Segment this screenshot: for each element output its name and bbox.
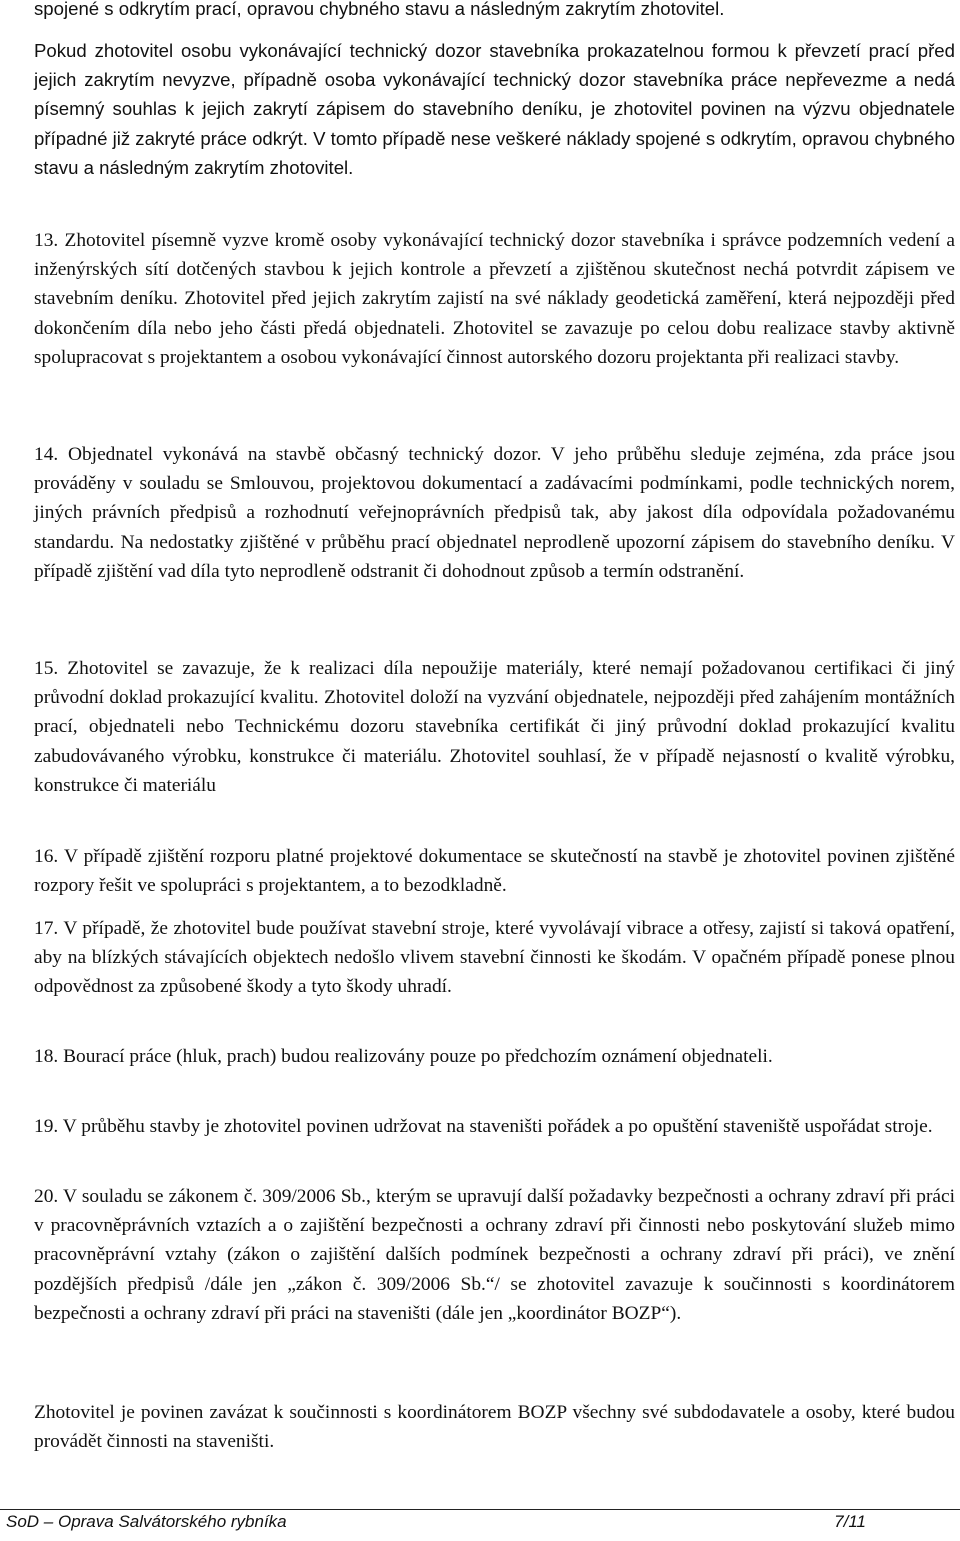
list-item-number: 14. — [34, 444, 59, 465]
list-item-number: 16. — [34, 846, 59, 867]
list-item-text: Zhotovitel písemně vyzve kromě osoby vykonávající technický dozor stavebníka i správce podzemních vedení a inženýrských sítí dotčených stavbou k jejich kontrole a převzetí a zjištěnou skutečnost nechá potvrdit zápisem ve stavebním deníku. Zhotovitel před jejich zakrytím zajistí na své náklady geodetická zaměření, která nejpozději před dokončením díla nebo jeho části předá objednateli. Zhotovitel se zavazuje po celou dobu realizace stavby aktivně spolupracovat s projektantem a osobou vykonávající činnost autorského dozoru projektanta při realizaci stavby. — [34, 230, 955, 368]
list-item-20 — [34, 1182, 955, 1328]
list-item-text: V souladu se zákonem č. 309/2006 Sb., kterým se upravují další požadavky bezpečnosti a ochrany zdraví při práci v pracovněprávních vztazích a o zajištění bezpečnosti a ochrany zdraví při činnosti nebo poskytování služeb mimo pracovněprávní vztahy (zákon o zajištění dalších podmínek bezpečnosti a ochrany zdraví při práci), ve znění pozdějších předpisů /dále jen „zákon č. 309/2006 Sb.“/ se zhotovitel zavazuje k součinnosti s koordinátorem bezpečnosti a ochrany zdraví při práci na staveništi (dále jen „koordinátor BOZP“). — [34, 1186, 956, 1324]
list-item-19 — [34, 1112, 955, 1141]
list-item-15 — [34, 654, 955, 800]
list-item-number: 15. — [34, 658, 59, 679]
list-item-text: Objednatel vykonává na stavbě občasný technický dozor. V jeho průběhu sleduje zejména, zda práce jsou prováděny v souladu se Smlouvou, projektovou dokumentací a zadávacími podmínkami, podle technických norem, jiných právních předpisů a rozhodnutí veřejnoprávních předpisů tak, aby jakost díla odpovídala požadovanému standardu. Na nedostatky zjištěné v průběhu prací objednatel neprodleně upozorní zápisem do stavebního deníku. V případě zjištění vad díla tyto neprodleně odstranit či dohodnout způsob a termín odstranění. — [34, 444, 955, 582]
list-item-18 — [34, 1042, 955, 1071]
list-item-text: V průběhu stavby je zhotovitel povinen udržovat na staveništi pořádek a po opuštění staveniště uspořádat stroje. — [62, 1116, 933, 1137]
footer-document-title: SoD – Oprava Salvátorského rybníka — [6, 1512, 287, 1531]
list-item-16 — [34, 842, 955, 900]
list-item-text: Zhotovitel se zavazuje, že k realizaci díla nepoužije materiály, které nemají požadovanou certifikaci či jiný průvodní doklad prokazující kvalitu. Zhotovitel doloží na vyzvání objednatele, nejpozději před zahájením montážních prací, objednateli nebo Technickému dozoru stavebníka certifikát či jiný průvodní doklad prokazující kvalitu zabudovávaného výrobku, konstrukce či materiálu. Zhotovitel souhlasí, že v případě nejasností o kvalitě výrobku, konstrukce či materiálu — [34, 658, 955, 796]
list-item-text: V případě, že zhotovitel bude používat stavební stroje, které vyvolávají vibrace a otřesy, zajistí si taková opatření, aby na blízkých stávajících objektech nedošlo vlivem stavební činnosti ke škodám. V opačném případě ponese plnou odpovědnost za způsobené škody a tyto škody uhradí. — [34, 918, 955, 998]
list-item-17 — [34, 914, 955, 1002]
paragraph-pokud — [34, 36, 955, 182]
list-item-number: 18. — [34, 1046, 59, 1067]
closing-paragraph: Zhotovitel je povinen zavázat k součinnosti s koordinátorem BOZP všechny své subdodavatele a osoby, které budou provádět činnosti na staveništi. — [34, 1402, 955, 1453]
footer-divider — [0, 1509, 960, 1510]
list-item-number: 20. — [34, 1186, 59, 1207]
list-item-14 — [34, 440, 955, 586]
paragraph-pokud-part-1: Pokud zhotovitel osobu vykonávající technický dozor stavebníka prokazatelnou formou k převzetí prací před jejich zakrytím nevyzve, případně osoba vykonávající technický dozor stavebníka práce nepřevezme a nedá písemný souhlas k jejich zakrytí zápisem do stavebního deníku, je zhotovitel povinen na výzvu objednatele případné již zakryté práce odkrýt. — [34, 40, 955, 149]
top-line: spojené s odkrytím prací, opravou chybného stavu a následným zakrytím zhotovitel. — [34, 0, 725, 19]
list-item-13 — [34, 226, 955, 372]
list-item-number: 13. — [34, 230, 59, 251]
list-item-number: 17. — [34, 918, 59, 939]
list-item-text: Bourací práce (hluk, prach) budou realizovány pouze po předchozím oznámení objednateli. — [63, 1046, 773, 1067]
list-item-text: V případě zjištění rozporu platné projektové dokumentace se skutečností na stavbě je zhotovitel povinen zjištěné rozpory řešit ve spolupráci s projektantem, a to bezodkladně. — [34, 846, 955, 897]
list-item-number: 19. — [34, 1116, 59, 1137]
paragraph-pokud-part-2: V tomto případě nese veškeré náklady spojené s odkrytím, opravou chybného stavu a následným zakrytím zhotovitel. — [34, 127, 956, 178]
footer-page-number: 7/11 — [834, 1512, 866, 1531]
